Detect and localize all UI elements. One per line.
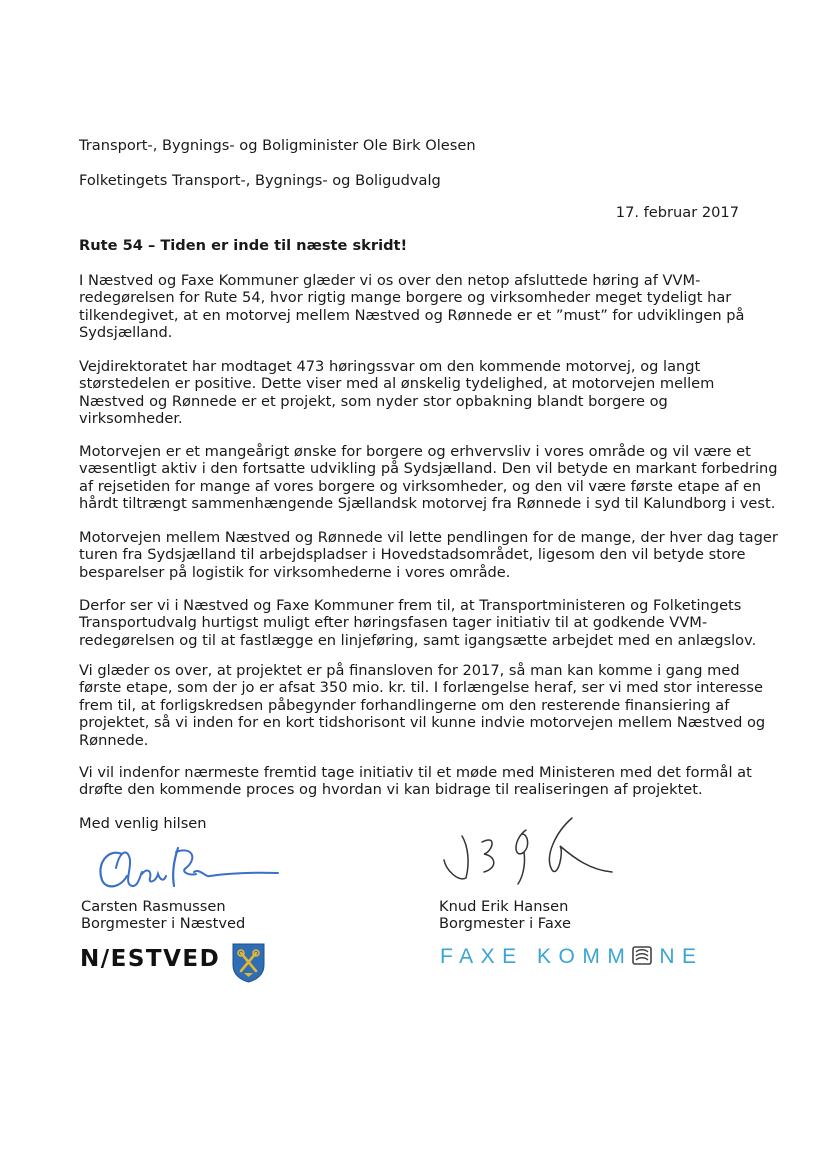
paragraph-line: Vi glæder os over, at projektet er på finansloven for 2017, så man kan komme i gang med [79,662,740,679]
paragraph-line: drøfte den kommende proces og hvordan vi kan bidrage til realiseringen af projektet. [79,781,703,799]
paragraph-line: Transportudvalg hurtigst muligt efter høringsfasen tager initiativ til at godkende VVM- [79,614,708,632]
closing-greeting: Med venlig hilsen [79,815,207,832]
faxe-logo-text: FAXE KOMM [440,945,633,968]
letter-subject: Rute 54 – Tiden er inde til næste skridt! [79,237,408,254]
signatory-name-1: Carsten Rasmussen [81,898,226,915]
letter-date: 17. februar 2017 [615,204,739,221]
signature-naestved [94,842,279,894]
recipient-minister: Transport-, Bygnings- og Boligminister Ole Birk Olesen [79,137,476,154]
faxe-emblem-icon [632,946,652,965]
paragraph-line: første etape, som der jo er afsat 350 mio. kr. til. I forlængelse heraf, ser vi med stor interesse [79,679,764,697]
faxe-logo-text-end: NE [659,945,704,968]
faxe-kommune-logo [440,945,704,969]
paragraph-line: frem til, at forligskredsen påbegynder forhandlingerne om den resterende finansiering af [79,696,730,714]
paragraph-line: besparelser på logistik for virksomhederne i vores område. [79,563,511,581]
paragraph-line: væsentligt aktiv i den fortsatte udvikling på Sydsjælland. Den vil betyde en markant forbedring [79,460,778,478]
signatory-name-2: Knud Erik Hansen [439,898,569,915]
paragraph-4 [79,529,778,581]
paragraph-line: projektet, så vi inden for en kort tidshorisont vil kunne indvie motorvejen mellem Næstved og [79,714,766,732]
paragraph-line: Motorvejen mellem Næstved og Rønnede vil lette pendlingen for de mange, der hver dag tager [79,529,778,546]
recipient-committee: Folketingets Transport-, Bygnings- og Boligudvalg [79,172,441,189]
paragraph-line: redegørelsen og til at fastlægge en linjeføring, samt igangsætte arbejdet med en anlægslov. [79,631,757,649]
signatory-title-2: Borgmester i Faxe [439,915,571,932]
paragraph-7 [79,764,752,799]
paragraph-line: Næstved og Rønnede er et projekt, som nyder stor opbakning blandt borgere og [79,392,668,410]
paragraph-5 [79,597,757,649]
paragraph-line: Sydsjælland. [79,324,173,342]
paragraph-line: tilkendegivet, at en motorvej mellem Næstved og Rønnede er et ”must” for udviklingen på [79,306,745,324]
paragraph-line: redegørelsen for Rute 54, hvor rigtig mange borgere og virksomheder meget tydeligt har [79,289,732,307]
naestved-logo: N/ESTVED [80,946,221,972]
signatory-title-1: Borgmester i Næstved [81,915,246,932]
paragraph-3 [79,443,778,513]
paragraph-line: af rejsetiden for mange af vores borgere og virksomheder, og den vil være første etape af en [79,477,762,495]
paragraph-line: turen fra Sydsjælland til arbejdspladser i Hovedstadsområdet, ligesom den vil betyde store [79,546,746,564]
paragraph-2 [79,358,749,428]
paragraph-line: Vi vil indenfor nærmeste fremtid tage initiativ til et møde med Ministeren med det formål at [79,764,752,781]
naestved-crest-icon [232,943,265,987]
paragraph-line: Rønnede. [79,731,149,749]
paragraph-6 [79,662,766,749]
paragraph-line: størstedelen er positive. Dette viser med al ønskelig tydelighed, at motorvejen mellem [79,375,715,393]
paragraph-line: hårdt tiltrængt sammenhængende Sjællandsk motorvej fra Rønnede i syd til Kalundborg i vest. [79,495,776,513]
paragraph-line: Motorvejen er et mangeårigt ønske for borgere og erhvervsliv i vores område og vil være et [79,443,751,460]
paragraph-line: I Næstved og Faxe Kommuner glæder vi os over den netop afsluttede høring af VVM- [79,272,701,289]
paragraph-line: Derfor ser vi i Næstved og Faxe Kommuner frem til, at Transportministeren og Folketingets [79,597,742,614]
paragraph-line: virksomheder. [79,410,183,428]
signature-faxe [440,812,620,892]
paragraph-1 [79,272,749,342]
paragraph-line: Vejdirektoratet har modtaget 473 høringssvar om den kommende motorvej, og langt [79,358,701,375]
